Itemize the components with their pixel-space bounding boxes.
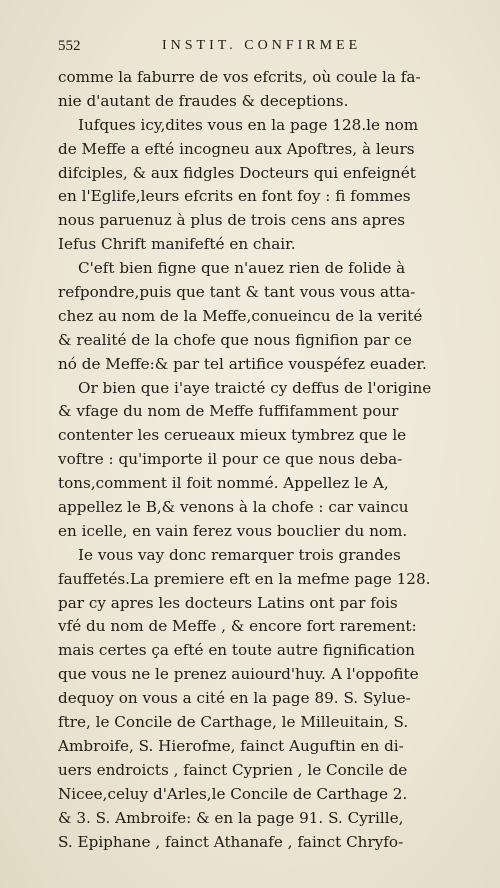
text-line: fauffetés.La premiere eft en la mefme page 128. [58,569,431,588]
text-line: par cy apres les docteurs Latins ont par fois [58,593,398,612]
text-line: dequoy on vous a cité en la page 89. S. Sylue- [58,689,411,708]
text-line: de Meffe a efté incogneu aux Apoftres, à leurs [58,139,415,158]
text-line: refpondre,puis que tant & tant vous vous atta- [58,283,416,302]
page-number: 552 [58,38,81,54]
text-line: Iufques icy,dites vous en la page 128.le nom [78,115,419,134]
text-line: mais certes ça efté en toute autre fignification [58,641,415,660]
text-line: en l'Eglife,leurs efcrits en font foy : fi fommes [58,187,411,206]
text-line: contenter les cerueaux mieux tymbrez que le [58,426,407,445]
text-line: uers endroicts , fainct Cyprien , le Concile de [58,760,408,779]
text-line: tons,comment il foit nommé. Appellez le A, [58,474,389,493]
text-line: que vous ne le prenez auiourd'huy. A l'oppofite [58,665,419,684]
text-line: & vfage du nom de Meffe fuffifamment pour [58,402,399,421]
text-line: nous paruenuz à plus de trois cens ans apres [58,211,406,230]
text-line: C'eft bien figne que n'auez rien de folide à [78,259,406,278]
text-line: vfé du nom de Meffe , & encore fort rarement: [58,617,417,636]
text-line: appellez le B,& venons à la chofe : car vaincu [58,498,409,517]
text-line: & 3. S. Ambroife: & en la page 91. S. Cyrille, [58,808,404,827]
text-line: voftre : qu'importe il pour ce que nous deba- [58,450,403,469]
text-block [58,38,458,854]
text-line: S. Epiphane , fainct Athanafe , fainct Chryfo- [58,832,404,851]
text-line: & realité de la chofe que nous fignifion par ce [58,330,412,349]
text-line: nie d'autant de fraudes & deceptions. [58,91,349,110]
text-line: comme la faburre de vos efcrits, où coule la fa- [58,68,421,86]
text-line: Or bien que i'aye traicté cy deffus de l'origine [78,378,432,397]
text-line: Ambroife, S. Hierofme, fainct Auguftin en di- [58,736,404,755]
page-header [58,38,458,66]
text-line: en icelle, en vain ferez vous bouclier du nom. [58,521,408,540]
text-line: difciples, & aux fidgles Docteurs qui enfeignét [58,163,416,182]
running-head: INSTIT. CONFIRMEE [162,38,362,53]
text-line: chez au nom de la Meffe,conueincu de la verité [58,306,423,325]
text-line: ftre, le Concile de Carthage, le Milleuitain, S. [58,713,409,732]
text-line: Ie vous vay donc remarquer trois grandes [78,545,401,564]
body-text [58,66,458,854]
text-line: Iefus Chrift manifefté en chair. [58,235,296,254]
text-line: nó de Meffe:& par tel artifice vouspéfez euader. [58,354,427,373]
text-line: Nicee,celuy d'Arles,le Concile de Carthage 2. [58,784,408,803]
